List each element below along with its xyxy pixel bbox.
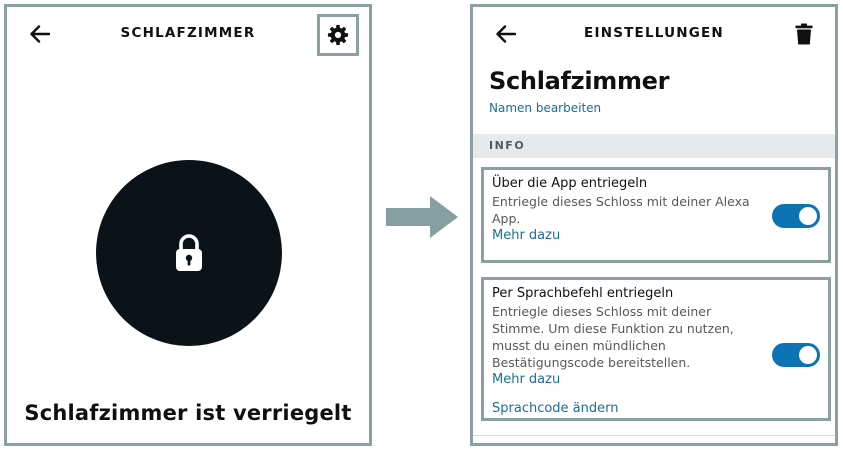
setting-description: Entriegle dieses Schloss mit deiner Alexa App. (492, 194, 750, 226)
page-title: SCHLAFZIMMER (120, 25, 256, 41)
setting-voice-unlock (481, 277, 831, 421)
delete-button[interactable] (791, 20, 817, 48)
padlock-icon (174, 233, 204, 273)
settings-screen (470, 4, 838, 446)
settings-button[interactable] (317, 14, 359, 56)
divider (473, 435, 835, 436)
rename-link[interactable]: Namen bearbeiten (489, 101, 602, 115)
lock-status: Schlafzimmer ist verriegelt (24, 401, 352, 425)
setting-title: Per Sprachbefehl entriegeln (492, 286, 674, 301)
learn-more-link[interactable]: Mehr dazu (492, 372, 561, 387)
voice-unlock-toggle[interactable] (772, 343, 820, 367)
toggle-knob (799, 207, 817, 225)
top-bar (7, 7, 369, 61)
gear-icon (327, 24, 349, 46)
toggle-knob (799, 346, 817, 364)
trash-icon (795, 23, 813, 45)
top-bar (473, 7, 835, 61)
learn-more-link[interactable]: Mehr dazu (492, 228, 561, 243)
lock-toggle-button[interactable] (96, 160, 282, 346)
change-voice-code-link[interactable]: Sprachcode ändern (492, 401, 619, 416)
page-title: EINSTELLUNGEN (584, 25, 724, 41)
lock-screen (4, 4, 372, 446)
right-arrow-icon (386, 196, 458, 238)
setting-description: Entriegle dieses Schloss mit deiner Stimme. Um diese Funktion zu nutzen, musst du einen mündlichen Bestätigungscode bereitstellen. (492, 304, 734, 370)
setting-app-unlock (481, 167, 831, 263)
app-unlock-toggle[interactable] (772, 204, 820, 228)
section-header-info: INFO (473, 134, 835, 158)
device-name: Schlafzimmer (489, 67, 670, 95)
setting-title: Über die App entriegeln (492, 176, 648, 191)
